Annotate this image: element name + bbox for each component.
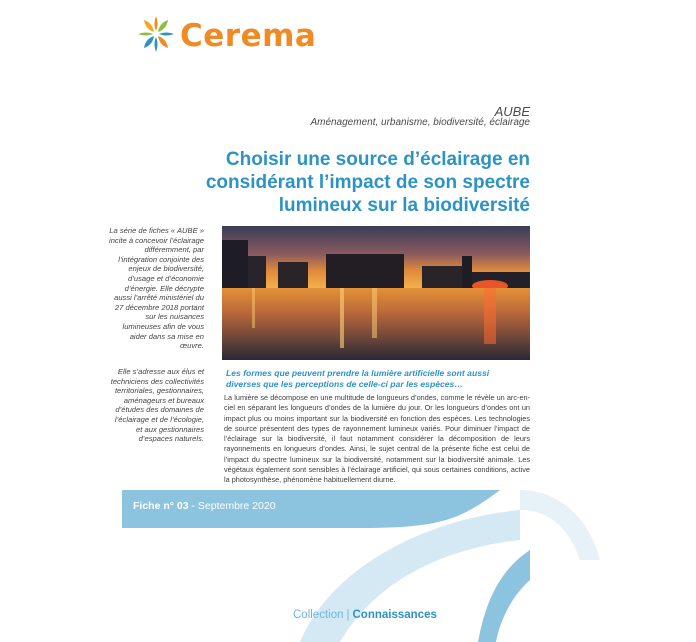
cerema-logo (136, 14, 317, 56)
sidebar-audience: Elle s’adresse aux élus et techniciens des collectivités territoriales, gestionnaires, aménageurs et bureaux d’études des domaines de l’éclairage et de l’écologie, et aux gestionnaires d’espaces naturels. (110, 367, 204, 444)
title-line: lumineux sur la biodiversité (278, 195, 530, 216)
title-line: Choisir une source d’éclairage en (225, 149, 530, 170)
collection-label (293, 609, 437, 621)
fiche-info (133, 500, 276, 512)
brand-name: Cerema (180, 18, 317, 54)
intro-paragraph: La lumière se décompose en une multitude de longueurs d’ondes, comme le révèle un arc-en-ciel en séparant les longueurs d’ondes de la lumière du jour. Or les longueurs d’ondes ont un impact plus ou moins important sur la biodiversité en fonction des espèces. Les technologies de source présentent des types de rayonnement lumineux variés. Pour diminuer l’impact de l’éclairage sur la biodiversité, il faut notamment considérer la décomposition de leurs rayonnements en longueurs d’ondes. Ainsi, le sujet central de la présente fiche est celui de l’impact du spectre lumineux sur la biodiversité, notamment sur la biodiversité animale. Les végétaux également sont sensibles à l’éclairage artificiel, qui sous certaines conditions, active la photosynthèse, phénomène habituellement diurne. (224, 393, 530, 485)
photo-caption: Les formes que peuvent prendre la lumière artificielle sont aussi diverses que les perceptions de celle-ci par les espèces… (226, 368, 490, 389)
sidebar-intro: La série de fiches « AUBE » incite à concevoir l’éclairage différemment, par l’intégration conjointe des enjeux de biodiversité, d’usage et d’économie d’énergie. Elle décrypte aussi l’arrêté ministériel du 27 décembre 2018 portant sur les nuisances lumineuses afin de vous aider dans sa mise en œuvre. (109, 226, 204, 351)
fiche-date: - Septembre 2020 (188, 500, 276, 512)
collection-name: Connaissances (352, 609, 437, 621)
cover-photo (222, 226, 530, 360)
series-full-name: Aménagement, urbanisme, biodiversité, éclairage (310, 117, 530, 128)
collection-separator: | (346, 609, 350, 621)
fiche-number: Fiche n° 03 (133, 500, 189, 512)
series-code: AUBE (494, 104, 530, 119)
page-title (190, 148, 530, 217)
cerema-logo-mark-icon (136, 14, 176, 54)
title-line: considérant l’impact de son spectre (205, 172, 530, 193)
collection-word: Collection (293, 609, 344, 621)
